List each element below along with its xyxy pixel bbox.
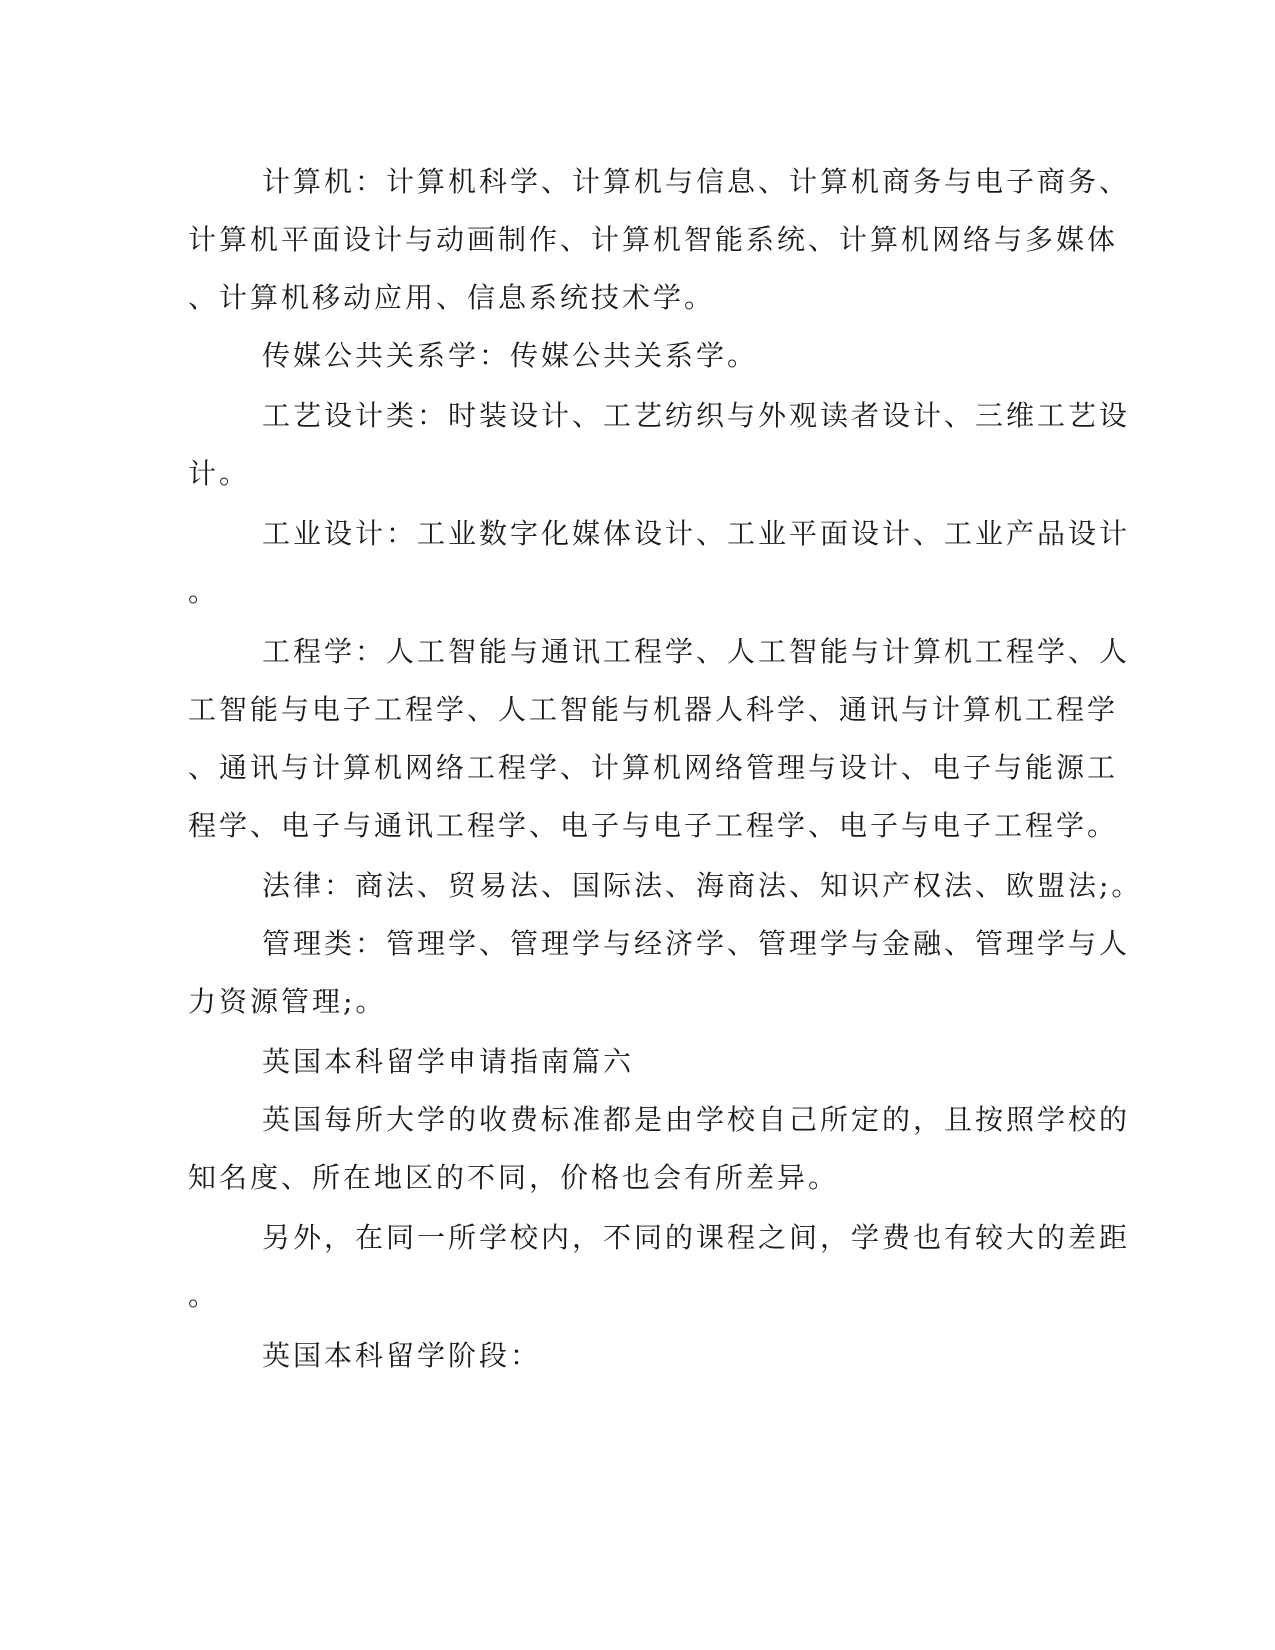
engineering-line-1: 工程学：人工智能与通讯工程学、人工智能与计算机工程学、人: [262, 635, 1131, 668]
media-pr-line: 传媒公共关系学：传媒公共关系学。: [262, 339, 759, 372]
computer-majors-line-1: 计算机：计算机科学、计算机与信息、计算机商务与电子商务、: [262, 165, 1131, 198]
craft-design-line-1: 工艺设计类：时装设计、工艺纺织与外观读者设计、三维工艺设: [262, 399, 1131, 432]
craft-design-line-2: 计。: [188, 457, 251, 490]
management-line-2: 力资源管理;。: [188, 985, 387, 1018]
tuition-paragraph-line-2: 知名度、所在地区的不同，价格也会有所差异。: [188, 1161, 840, 1194]
undergraduate-stage-line: 英国本科留学阶段：: [262, 1339, 542, 1372]
computer-majors-line-2: 计算机平面设计与动画制作、计算机智能系统、计算机网络与多媒体: [188, 223, 1119, 256]
engineering-line-3: 、通讯与计算机网络工程学、计算机网络管理与设计、电子与能源工: [188, 751, 1119, 784]
course-difference-line-2: 。: [188, 1279, 220, 1312]
industrial-design-line-1: 工业设计：工业数字化媒体设计、工业平面设计、工业产品设计: [262, 517, 1131, 550]
management-line-1: 管理类：管理学、管理学与经济学、管理学与金融、管理学与人: [262, 927, 1131, 960]
engineering-line-2: 工智能与电子工程学、人工智能与机器人科学、通讯与计算机工程学: [188, 693, 1119, 726]
course-difference-line-1: 另外，在同一所学校内，不同的课程之间，学费也有较大的差距: [262, 1221, 1131, 1254]
industrial-design-line-2: 。: [188, 575, 220, 608]
tuition-paragraph-line-1: 英国每所大学的收费标准都是由学校自己所定的，且按照学校的: [262, 1103, 1131, 1136]
section-heading: 英国本科留学申请指南篇六: [262, 1045, 635, 1078]
computer-majors-line-3: 、计算机移动应用、信息系统技术学。: [188, 281, 716, 314]
law-line: 法律：商法、贸易法、国际法、海商法、知识产权法、欧盟法;。: [262, 869, 1143, 902]
engineering-line-4: 程学、电子与通讯工程学、电子与电子工程学、电子与电子工程学。: [188, 809, 1119, 842]
